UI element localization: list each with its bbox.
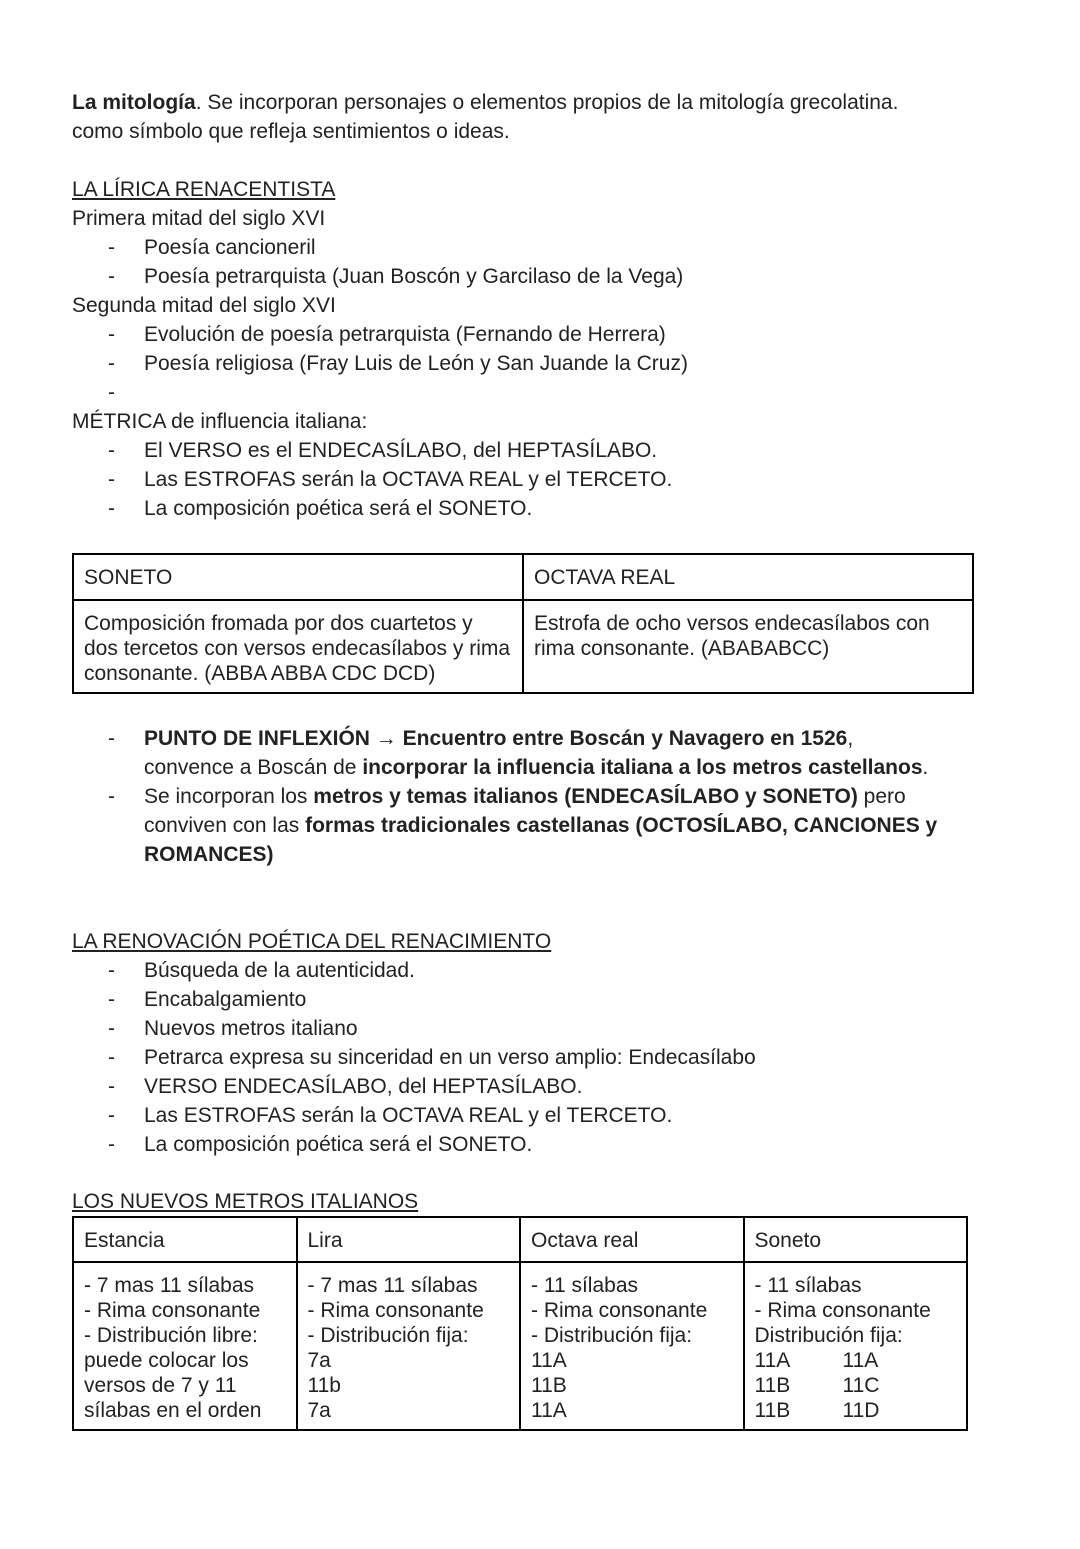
metros-heading: LOS NUEVOS METROS ITALIANOS <box>72 1190 419 1213</box>
lira-cell: - 7 mas 11 sílabas - Rima consonante - Distribución fija: 7a 11b 7a <box>297 1262 521 1430</box>
list-item: - PUNTO DE INFLEXIÓN → Encuentro entre Boscán y Navagero en 1526, convence a Boscán de incorporar la influencia italiana a los metros castellanos. <box>108 727 929 779</box>
metrica-list <box>72 436 982 523</box>
list-item: - <box>108 381 115 404</box>
estancia-cell: - 7 mas 11 sílabas - Rima consonante - Distribución libre: puede colocar los versos de 7 y 11 sílabas en el orden <box>73 1262 297 1430</box>
list-item: - Encabalgamiento <box>108 988 307 1011</box>
intro-paragraph: La mitología. Se incorporan personajes o elementos propios de la mitología grecolatina. como símbolo que refleja sentimientos o ideas. <box>72 91 899 143</box>
metros-table <box>72 1216 968 1431</box>
table-header: Soneto <box>744 1217 968 1262</box>
first-half-label: Primera mitad del siglo XVI <box>72 207 326 230</box>
list-item: - Las ESTROFAS serán la OCTAVA REAL y el TERCETO. <box>108 468 673 491</box>
second-half-list <box>72 320 982 407</box>
lirica-heading: LA LÍRICA RENACENTISTA <box>72 178 336 201</box>
list-item: - Búsqueda de la autenticidad. <box>108 959 415 982</box>
second-half-label: Segunda mitad del siglo XVI <box>72 294 336 317</box>
octava-cell: - 11 sílabas - Rima consonante - Distribución fija: 11A 11B 11A <box>520 1262 744 1430</box>
table-header: Lira <box>297 1217 521 1262</box>
list-item: - Evolución de poesía petrarquista (Fernando de Herrera) <box>108 323 666 346</box>
metrica-heading: MÉTRICA de influencia italiana: <box>72 410 368 433</box>
renovacion-list <box>72 956 982 1159</box>
table-header: Octava real <box>520 1217 744 1262</box>
table-header: OCTAVA REAL <box>523 554 973 600</box>
list-item: - El VERSO es el ENDECASÍLABO, del HEPTASÍLABO. <box>108 439 658 462</box>
list-item: - Poesía cancioneril <box>108 236 316 259</box>
table-header: SONETO <box>73 554 523 600</box>
document-page <box>72 88 982 1431</box>
list-item: - Poesía petrarquista (Juan Boscón y Garcilaso de la Vega) <box>108 265 684 288</box>
list-item: - La composición poética será el SONETO. <box>108 1133 533 1156</box>
renovacion-heading: LA RENOVACIÓN POÉTICA DEL RENACIMIENTO <box>72 930 552 953</box>
inflexion-list <box>72 724 982 869</box>
intro-term: La mitología <box>72 91 196 114</box>
list-item: - La composición poética será el SONETO. <box>108 497 533 520</box>
table-header: Estancia <box>73 1217 297 1262</box>
list-item: - Poesía religiosa (Fray Luis de León y San Juande la Cruz) <box>108 352 688 375</box>
table-cell: Estrofa de ocho versos endecasílabos con rima consonante. (ABABABCC) <box>523 600 973 693</box>
list-item: - Nuevos metros italiano <box>108 1017 358 1040</box>
soneto-rhyme-grid: 11A 11A 11B 11C 11B 11D <box>754 1349 880 1422</box>
table-cell: Composición fromada por dos cuartetos y dos tercetos con versos endecasílabos y rima consonante. (ABBA ABBA CDC DCD) <box>73 600 523 693</box>
list-item: - Las ESTROFAS serán la OCTAVA REAL y el TERCETO. <box>108 1104 673 1127</box>
soneto-octava-table <box>72 553 974 694</box>
list-item: - VERSO ENDECASÍLABO, del HEPTASÍLABO. <box>108 1075 583 1098</box>
first-half-list <box>72 233 982 291</box>
soneto-cell: - 11 sílabas - Rima consonante Distribución fija: 11A 11A 11B 11C 11B 11D <box>744 1262 968 1430</box>
list-item: - Se incorporan los metros y temas italianos (ENDECASÍLABO y SONETO) pero conviven con las formas tradicionales castellanas (OCTOSÍLABO, CANCIONES y ROMANCES) <box>108 785 938 866</box>
list-item: - Petrarca expresa su sinceridad en un verso amplio: Endecasílabo <box>108 1046 756 1069</box>
